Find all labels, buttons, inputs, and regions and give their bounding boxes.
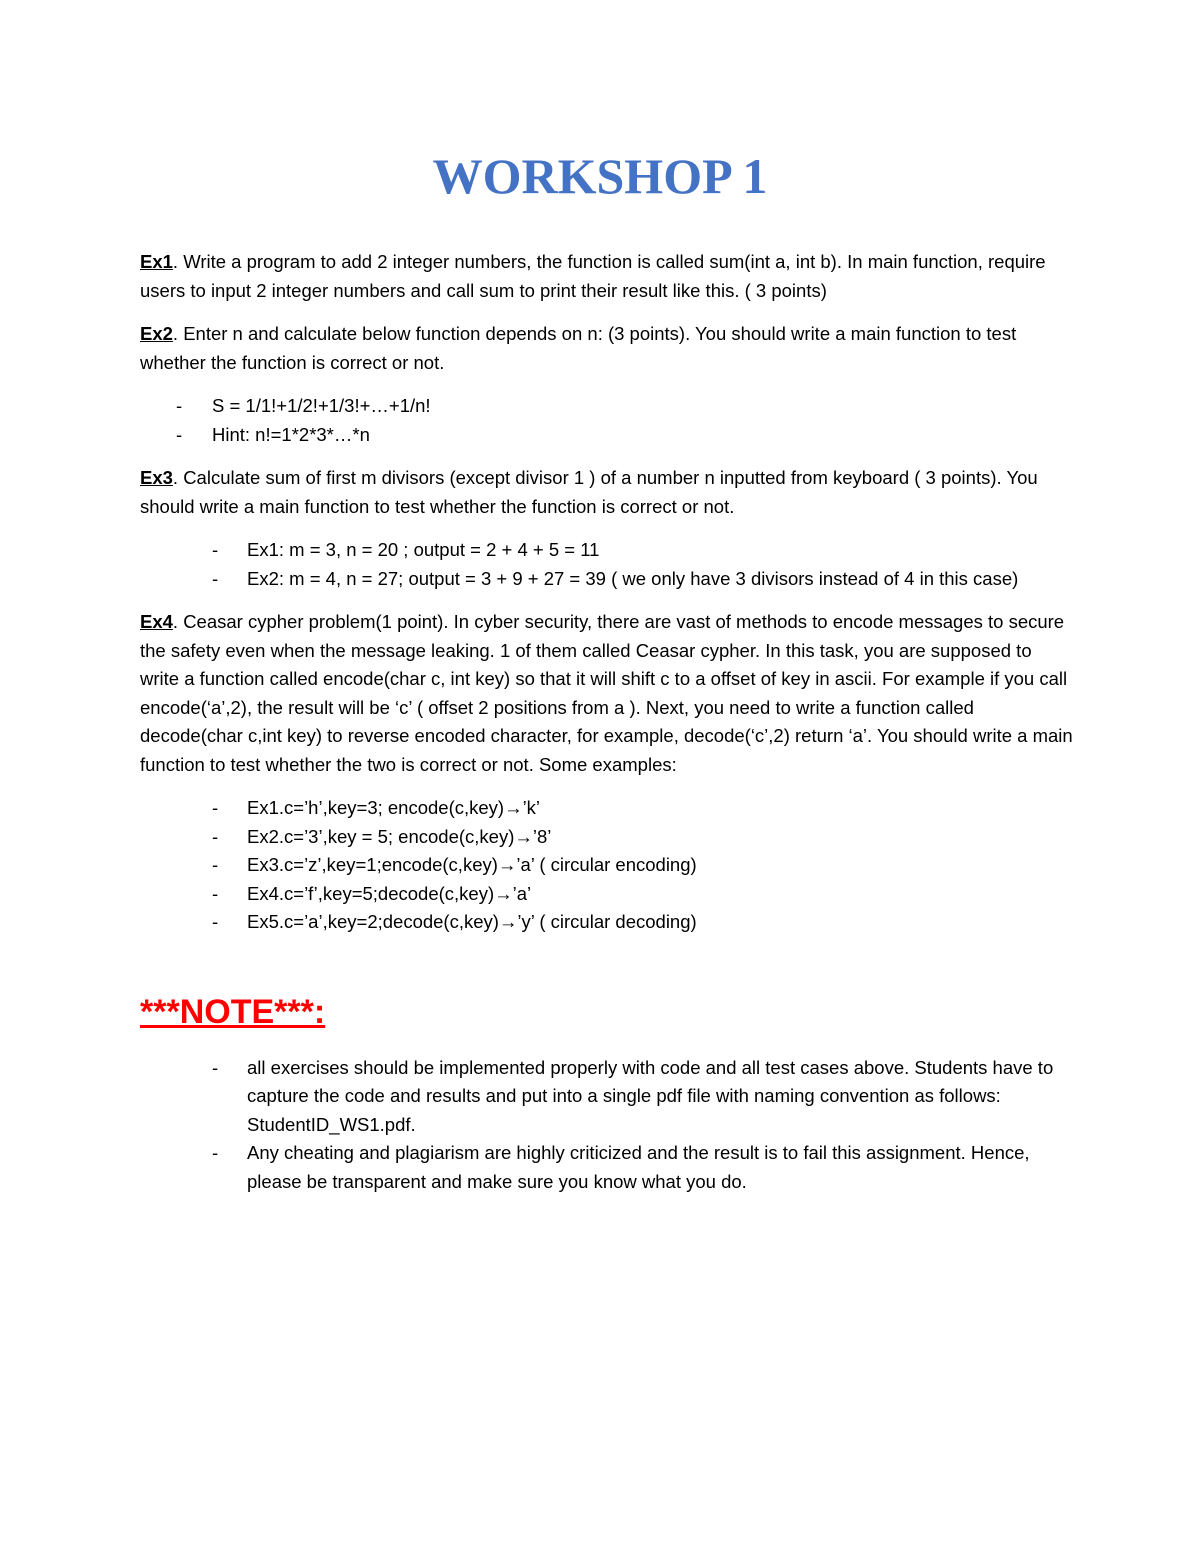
page-title: WORKSHOP 1 xyxy=(432,148,768,204)
ex2-label: Ex2 xyxy=(140,323,173,344)
dash-bullet: - xyxy=(212,539,219,560)
list-item-text: Ex1.c=’h’,key=3; encode(c,key)→’k’ xyxy=(247,797,541,818)
dash-bullet: - xyxy=(176,423,183,445)
ex4-list xyxy=(140,794,1075,937)
document-body xyxy=(140,248,1075,1211)
list-item-text: Ex2.c=’3’,key = 5; encode(c,key)→’8’ xyxy=(247,825,552,847)
list-item-text: Any cheating and plagiarism are highly criticized and the result is to fail this assignment. Hence, please be transparent and make sure you know what you do. xyxy=(247,1142,1030,1192)
list-item-text: Ex5.c=’a’,key=2;decode(c,key)→’y’ ( circular decoding) xyxy=(247,911,697,932)
ex4-paragraph xyxy=(140,608,1075,779)
ex3-label: Ex3 xyxy=(140,467,173,488)
list-item xyxy=(140,851,1075,880)
dash-bullet: - xyxy=(176,395,183,416)
list-item-text: Ex4.c=’f’,key=5;decode(c,key)→’a’ xyxy=(247,882,532,904)
ex4-label: Ex4 xyxy=(140,611,173,632)
list-item-text: Ex1: m = 3, n = 20 ; output = 2 + 4 + 5 = 11 xyxy=(247,539,600,560)
ex1-paragraph xyxy=(140,248,1075,305)
ex3-paragraph xyxy=(140,464,1075,521)
ex1-text: . Write a program to add 2 integer numbers, the function is called sum(int a, int b). In main function, require users to input 2 integer numbers and call sum to print their result like this. ( 3 points) xyxy=(140,251,1046,301)
list-item xyxy=(140,565,1075,594)
ex3-text: . Calculate sum of first m divisors (except divisor 1 ) of a number n inputted from keyboard ( 3 points). You should write a main function to test whether the function is correct or not. xyxy=(140,467,1038,517)
note-list xyxy=(140,1054,1075,1197)
dash-bullet: - xyxy=(212,797,219,818)
list-item-text: Hint: n!=1*2*3*…*n xyxy=(212,423,370,445)
list-item xyxy=(140,794,1075,823)
list-item-text: all exercises should be implemented properly with code and all test cases above. Students have to capture the code and results and put into a single pdf file with naming convention as follows: StudentID_WS1.pdf. xyxy=(247,1056,1054,1135)
list-item xyxy=(140,880,1075,909)
list-item xyxy=(140,908,1075,937)
dash-bullet: - xyxy=(212,1056,219,1078)
dash-bullet: - xyxy=(212,825,219,847)
list-item xyxy=(140,421,1075,450)
list-item xyxy=(140,1139,1075,1196)
list-item xyxy=(140,536,1075,565)
list-item xyxy=(140,1054,1075,1140)
ex4-text: . Ceasar cypher problem(1 point). In cyber security, there are vast of methods to encode messages to secure the safety even when the message leaking. 1 of them called Ceasar cypher. In this task, you are supposed to write a function called encode(char c, int key) so that it will shift c to a offset of key in ascii. For example if you call encode(‘a’,2), the result will be ‘c’ ( offset 2 positions from a ). Next, you need to write a function called decode(char c,int key) to reverse encoded character, for example, decode(‘c’,2) return ‘a’. You should write a main function to test whether the two is correct or not. Some examples: xyxy=(140,611,1073,775)
dash-bullet: - xyxy=(212,567,219,589)
ex3-list xyxy=(140,536,1075,593)
list-item xyxy=(140,823,1075,852)
list-item-text: Ex2: m = 4, n = 27; output = 3 + 9 + 27 = 39 ( we only have 3 divisors instead of 4 in this case) xyxy=(247,567,1019,589)
ex2-text: . Enter n and calculate below function depends on n: (3 points). You should write a main function to test whether the function is correct or not. xyxy=(140,323,1017,373)
dash-bullet: - xyxy=(212,1142,219,1163)
dash-bullet: - xyxy=(212,911,219,932)
list-item-text: Ex3.c=’z’,key=1;encode(c,key)→’a’ ( circular encoding) xyxy=(247,854,697,875)
dash-bullet: - xyxy=(212,882,219,904)
list-item-text: S = 1/1!+1/2!+1/3!+…+1/n! xyxy=(212,395,431,416)
list-item xyxy=(140,392,1075,421)
ex2-paragraph xyxy=(140,320,1075,377)
ex1-label: Ex1 xyxy=(140,251,173,272)
note-heading: ***NOTE***: xyxy=(140,992,326,1031)
dash-bullet: - xyxy=(212,854,219,875)
ex2-list xyxy=(140,392,1075,449)
